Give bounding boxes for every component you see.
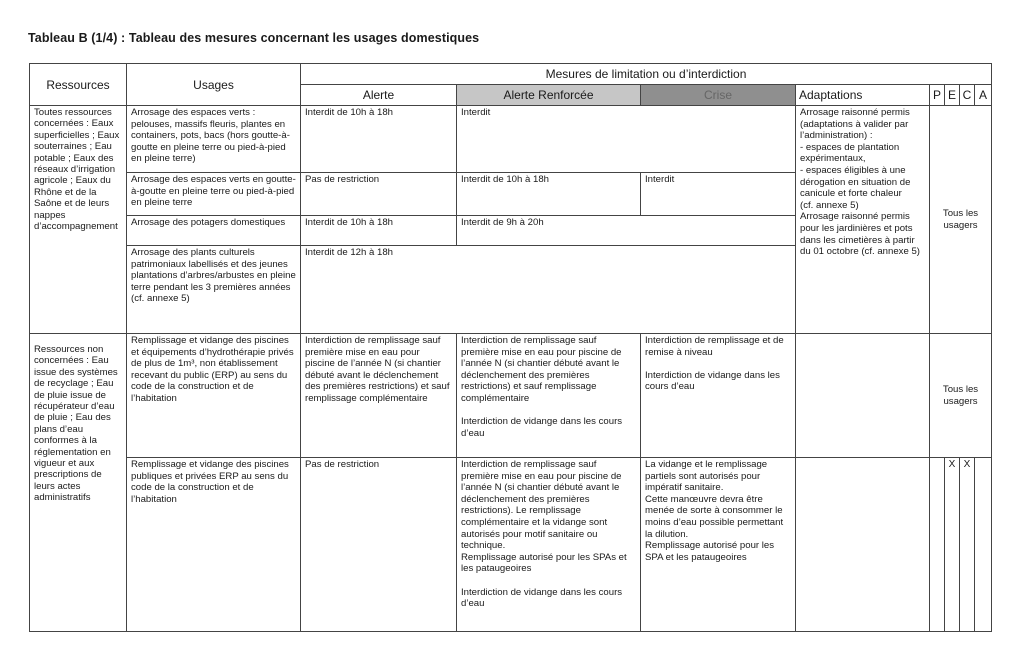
adaptations-cell — [796, 458, 930, 632]
mark-e: X — [945, 458, 960, 632]
crise-cell: Interdiction de remplissage et de remise à niveau Interdiction de vidange dans les cours d’eau — [641, 334, 796, 458]
usagers-cell: Tous les usagers — [930, 106, 992, 334]
ressources-concernees: Toutes ressources concernées : Eaux superficielles ; Eaux souterraines ; Eau potable ; Eaux des réseaux d’irrigation agricole ; Eaux du Rhône et de la Saône et de leurs nappes d’accompagnement — [30, 106, 127, 334]
header-alerte-renforcee: Alerte Renforcée — [457, 85, 641, 106]
mark-a — [975, 458, 992, 632]
header-adaptations: Adaptations — [796, 85, 930, 106]
alerte-cell: Pas de restriction — [301, 458, 457, 632]
header-mesures: Mesures de limitation ou d’interdiction — [301, 64, 992, 85]
alerte-renforcee-cell: Interdit de 10h à 18h — [457, 173, 641, 216]
header-crise: Crise — [641, 85, 796, 106]
usage-cell: Remplissage et vidange des piscines publiques et privées ERP au sens du code de la construction et de l’habitation — [127, 458, 301, 632]
page-title: Tableau B (1/4) : Tableau des mesures concernant les usages domestiques — [28, 31, 480, 45]
alerte-renforcee-crise-cell: Interdit de 9h à 20h — [457, 216, 796, 246]
ressources-non-concernees: Ressources non concernées : Eau issue des systèmes de recyclage ; Eau de pluie issue de récupérateur d’eau de pluie ; Eau des plans d’eau conformes à la réglementation en vigueur et aux prescriptions de leurs actes administratifs — [30, 334, 127, 632]
header-c: C — [960, 85, 975, 106]
header-alerte: Alerte — [301, 85, 457, 106]
mark-c: X — [960, 458, 975, 632]
header-ressources: Ressources — [30, 64, 127, 106]
header-p: P — [930, 85, 945, 106]
usage-cell: Arrosage des espaces verts en goutte-à-goutte en pleine terre ou pied-à-pied en pleine terre — [127, 173, 301, 216]
alerte-renforcee-crise-cell: Interdit — [457, 106, 796, 173]
header-usages: Usages — [127, 64, 301, 106]
usage-cell: Arrosage des espaces verts : pelouses, massifs fleuris, plantes en containers, pots, bacs (hors goutte-à-goutte en pleine terre ou pied-à-pied en pleine terre) — [127, 106, 301, 173]
adaptations-cell — [796, 334, 930, 458]
alerte-cell: Interdiction de remplissage sauf première mise en eau pour piscine de l’année N (si chantier débuté avant le déclenchement des premières restrictions) et sauf remplissage complémentaire — [301, 334, 457, 458]
alerte-renforcee-crise-cell: Interdit de 12h à 18h — [301, 246, 796, 334]
adaptations-cell: Arrosage raisonné permis (adaptations à valider par l’administration) : - espaces de plantation expérimentaux, - espaces éligibles à une dérogation en situation de canicule et forte chaleur (cf. annexe 5) Arrosage raisonné permis pour les jardinières et pots dans les cimetières à partir du 01 octobre (cf. annexe 5) — [796, 106, 930, 334]
alerte-renforcee-cell: Interdiction de remplissage sauf première mise en eau pour piscine de l’année N (si chantier débuté avant le déclenchement des premières restrictions) et sauf remplissage complémentaire Interdiction de vidange dans les cours d’eau — [457, 334, 641, 458]
header-e: E — [945, 85, 960, 106]
usage-cell: Arrosage des plants culturels patrimoniaux labellisés et des jeunes plantations d’arbres/arbustes en pleine terre pendant les 3 premières années (cf. annexe 5) — [127, 246, 301, 334]
usagers-cell: Tous les usagers — [930, 334, 992, 458]
alerte-renforcee-cell: Interdiction de remplissage sauf première mise en eau pour piscine de l’année N (si chantier débuté avant le déclenchement des premières restrictions). Le remplissage complémentaire et la vidange sont autorisés pour motif sanitaire ou technique. Remplissage autorisé pour les SPAs et les pataugeoires Interdiction de vidange dans les cours d’eau — [457, 458, 641, 632]
header-a: A — [975, 85, 992, 106]
crise-cell: Interdit — [641, 173, 796, 216]
usage-cell: Remplissage et vidange des piscines et équipements d’hydrothérapie privés de plus de 1m³, non établissement recevant du public (ERP) au sens du code de la construction et de l’habitation — [127, 334, 301, 458]
alerte-cell: Pas de restriction — [301, 173, 457, 216]
measures-table — [29, 63, 992, 632]
alerte-cell: Interdit de 10h à 18h — [301, 216, 457, 246]
crise-cell: La vidange et le remplissage partiels sont autorisés pour impératif sanitaire. Cette manœuvre devra être menée de sorte à consommer le moins d’eau possible permettant la dilution. Remplissage autorisé pour les SPA et les pataugeoires — [641, 458, 796, 632]
alerte-cell: Interdit de 10h à 18h — [301, 106, 457, 173]
usage-cell: Arrosage des potagers domestiques — [127, 216, 301, 246]
mark-p — [930, 458, 945, 632]
